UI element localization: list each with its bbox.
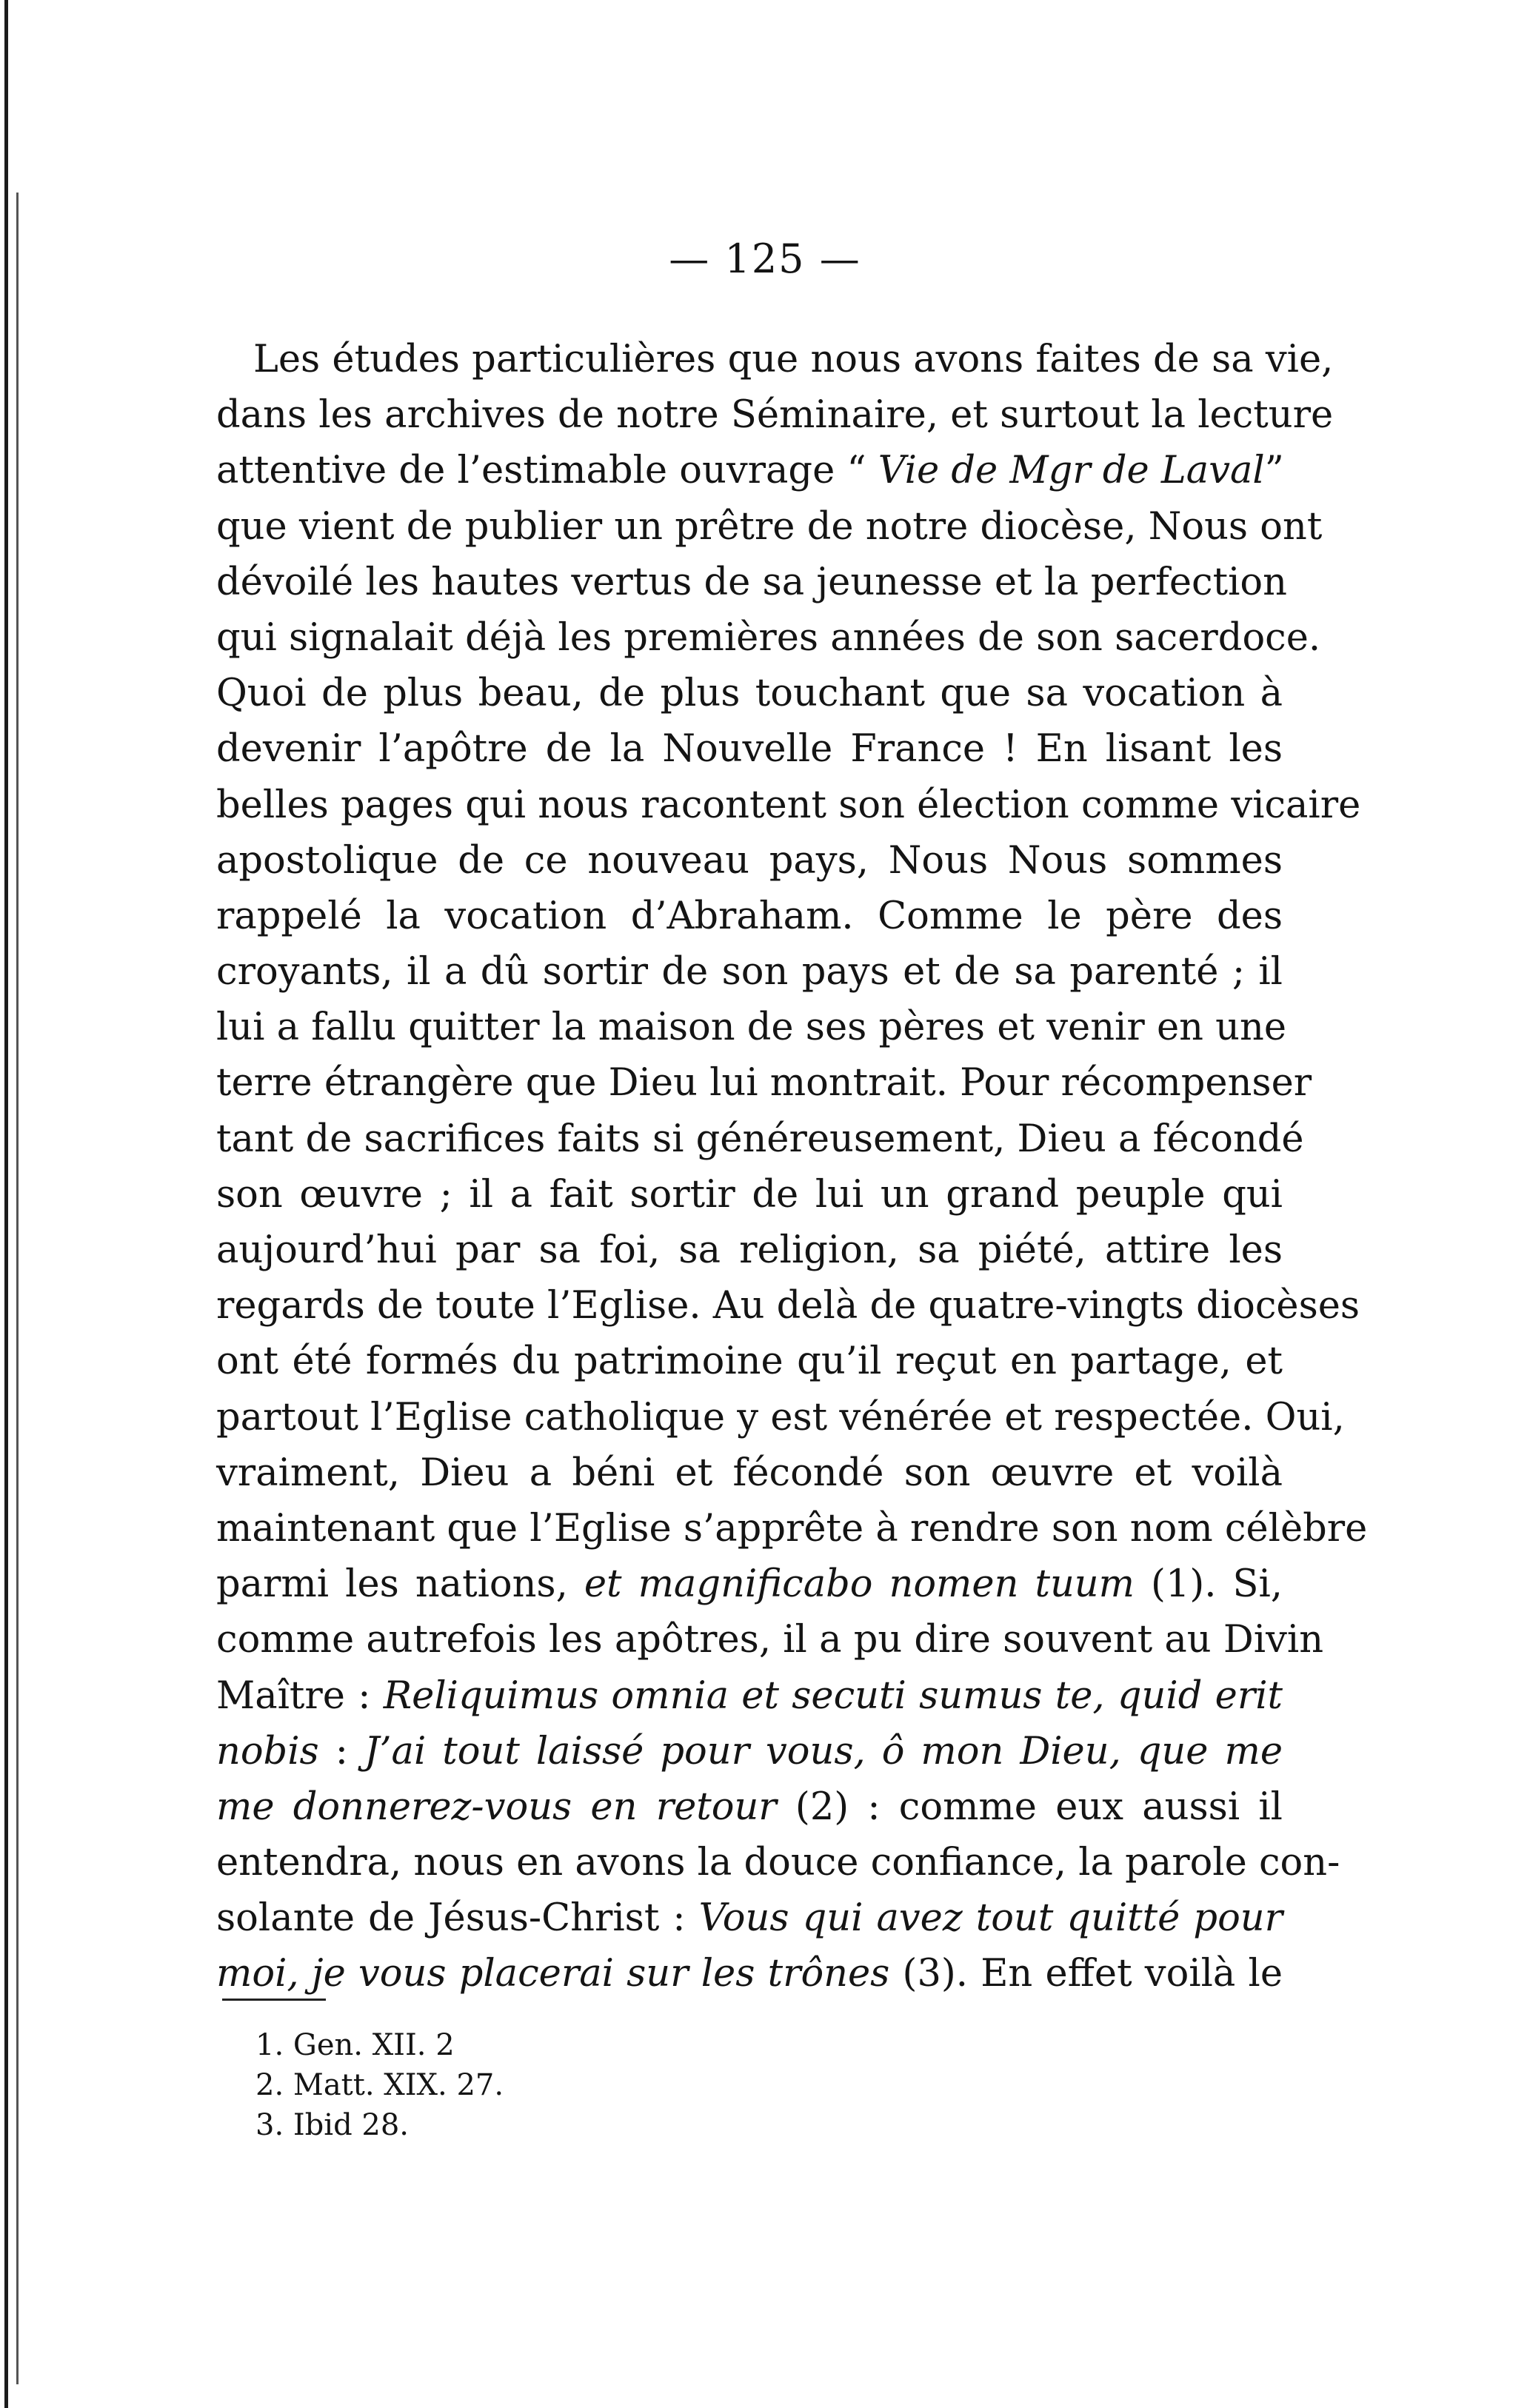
text-run: comme autrefois les apôtres, il a pu dire souvent au Divin — [216, 1618, 1324, 1662]
text-line — [216, 1612, 1324, 1668]
footnotes-list — [255, 2025, 504, 2145]
text-line — [216, 1445, 1283, 1501]
text-run: apostolique de ce nouveau pays, Nous Nous sommes — [216, 838, 1283, 883]
text-run: ont été formés du patrimoine qu’il reçut en partage, et — [216, 1340, 1283, 1384]
italic-text: me donnerez-vous en retour — [216, 1785, 777, 1829]
text-line — [216, 1779, 1283, 1835]
text-run: Quoi de plus beau, de plus touchant que sa vocation à — [216, 672, 1283, 716]
text-line — [216, 721, 1283, 777]
text-run: dévoilé les hautes vertus de sa jeunesse et la perfection — [216, 560, 1287, 604]
italic-text: Vie de Mgr de Laval — [878, 449, 1265, 493]
text-run: : — [318, 1729, 364, 1773]
text-run: lui a fallu quitter la maison de ses pères et venir en une — [216, 1006, 1287, 1050]
text-line — [216, 443, 1283, 498]
text-run: belles pages qui nous racontent son élection comme vicaire — [216, 783, 1361, 827]
text-run: attentive de l’estimable ouvrage “ — [216, 449, 878, 493]
text-run: aujourd’hui par sa foi, sa religion, sa piété, attire les — [216, 1228, 1283, 1272]
footnote-2: 2. Matt. XIX. 27. — [255, 2068, 504, 2102]
footnote-separator-rule — [222, 1999, 326, 2001]
page-number: — 125 — — [669, 235, 861, 282]
text-run: son œuvre ; il a fait sortir de lui un grand peuple qui — [216, 1172, 1283, 1217]
text-run: ” — [1264, 449, 1284, 493]
text-run: qui signalait déjà les premières années de son sacerdoce. — [216, 615, 1321, 660]
text-line — [216, 555, 1287, 610]
text-run: Les études particulières que nous avons faites de sa vie, — [253, 338, 1334, 381]
text-run: (2) : comme eux aussi il — [776, 1785, 1283, 1829]
text-run: que vient de publier un prêtre de notre diocèse, Nous ont — [216, 504, 1323, 549]
text-run: parmi les nations, — [216, 1562, 584, 1607]
text-line — [216, 1000, 1287, 1055]
text-line — [216, 1167, 1283, 1223]
text-line — [216, 1390, 1345, 1445]
italic-text: Reliquimus omnia et secuti sumus te, quid erit — [383, 1673, 1283, 1718]
text-run: devenir l’apôtre de la Nouvelle France ! En lisant les — [216, 727, 1283, 772]
text-line — [216, 1946, 1283, 2001]
text-line — [216, 1501, 1368, 1556]
text-run: regards de toute l’Eglise. Au delà de quatre-vingts diocèses — [216, 1284, 1360, 1328]
text-line — [216, 1668, 1283, 1724]
text-line — [216, 1890, 1283, 1946]
text-run: (1). Si, — [1135, 1562, 1283, 1607]
italic-text: Vous qui avez tout quitté pour — [698, 1896, 1283, 1941]
text-line — [216, 777, 1361, 833]
text-line — [216, 1055, 1312, 1111]
body-paragraph — [216, 332, 1368, 2002]
text-line — [216, 1835, 1340, 1890]
text-line — [216, 889, 1283, 944]
text-line — [216, 944, 1283, 1000]
text-run: solante de Jésus-Christ : — [216, 1896, 699, 1941]
text-line — [216, 666, 1283, 721]
italic-text: moi, je vous placerai sur les trônes — [216, 1952, 890, 1996]
text-line — [216, 1111, 1304, 1167]
footnote-1: 1. Gen. XII. 2 — [255, 2028, 455, 2062]
footnote-3: 3. Ibid 28. — [255, 2108, 410, 2142]
text-run: entendra, nous en avons la douce confiance, la parole con- — [216, 1841, 1340, 1885]
text-line — [216, 1334, 1283, 1389]
text-line — [216, 1223, 1283, 1278]
text-line — [216, 499, 1323, 555]
text-line — [216, 833, 1283, 889]
text-line — [216, 387, 1334, 443]
text-run: croyants, il a dû sortir de son pays et de sa parenté ; il — [216, 950, 1283, 994]
text-line — [216, 332, 1334, 387]
italic-text: nobis — [216, 1729, 319, 1773]
text-run: vraiment, Dieu a béni et fécondé son œuvre et voilà — [216, 1451, 1283, 1495]
text-line — [216, 1556, 1283, 1612]
text-run: Maître : — [216, 1673, 384, 1718]
italic-text: J’ai tout laissé pour vous, ô mon Dieu, que me — [364, 1729, 1283, 1773]
text-run: rappelé la vocation d’Abraham. Comme le père des — [216, 894, 1283, 938]
text-run: (3). En effet voilà le — [889, 1952, 1283, 1996]
page-binding-shadow — [16, 193, 19, 2384]
text-run: maintenant que l’Eglise s’apprête à rendre son nom célèbre — [216, 1506, 1368, 1551]
page-binding-edge — [4, 0, 8, 2408]
text-run: terre étrangère que Dieu lui montrait. Pour récompenser — [216, 1061, 1312, 1106]
text-line — [216, 1278, 1360, 1334]
italic-text: et magnificabo nomen tuum — [584, 1562, 1135, 1607]
text-run: dans les archives de notre Séminaire, et surtout la lecture — [216, 393, 1334, 438]
text-run: partout l’Eglise catholique y est vénérée et respectée. Oui, — [216, 1395, 1345, 1439]
text-run: tant de sacrifices faits si généreusement, Dieu a fécondé — [216, 1117, 1304, 1161]
text-line — [216, 610, 1321, 666]
text-line — [216, 1724, 1283, 1779]
